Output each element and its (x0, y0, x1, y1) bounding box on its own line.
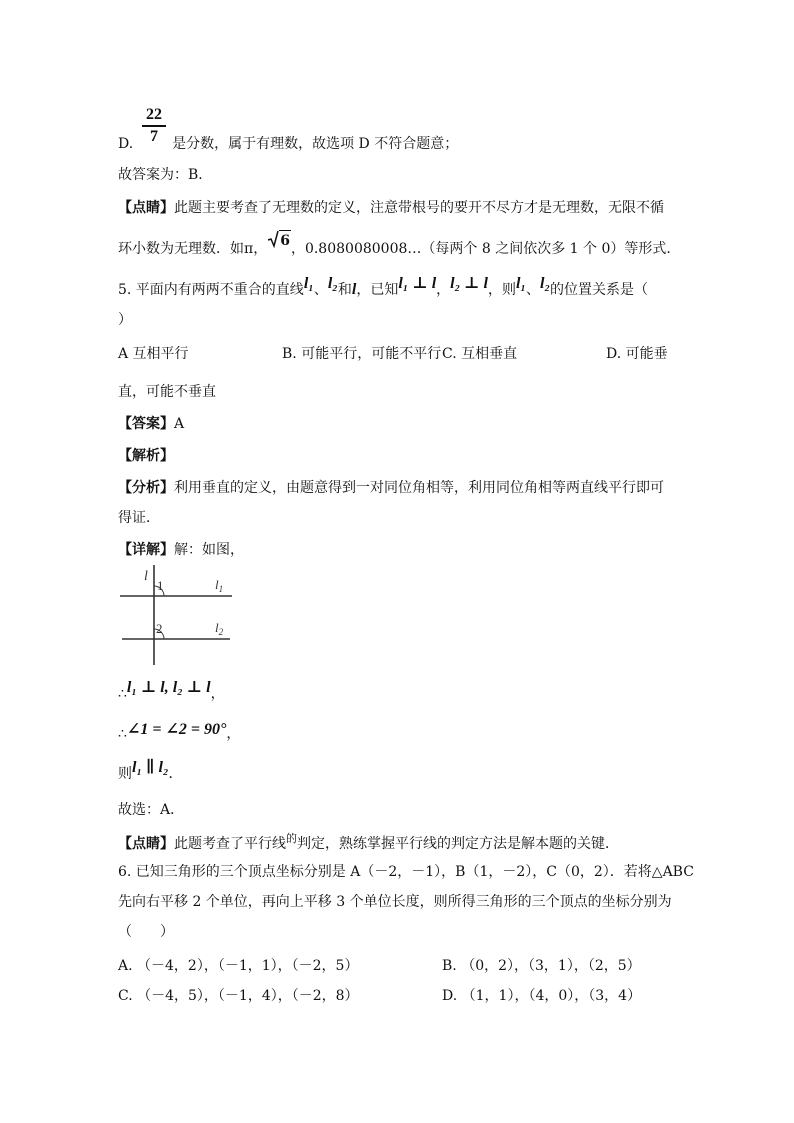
therefore-symbol: ∴ (118, 686, 127, 702)
q5-option-a: A 互相平行 (118, 346, 189, 362)
q5-stem-part-1: 5. 平面内有两两不重合的直线 (118, 282, 304, 298)
q5-option-b: B. 可能平行，可能不平行 (282, 346, 442, 362)
q5-tip (118, 834, 619, 855)
q5-option-d-continued: 直，可能不垂直 (118, 384, 216, 400)
previous-answer: 故答案为：B． (118, 167, 213, 183)
q5-relation-1: l₁ ⊥ l (398, 275, 437, 292)
label-l2-main: l (215, 620, 219, 635)
q5-xiangjie (118, 540, 244, 560)
fraction-bar (142, 125, 166, 127)
q5-sep-3: 、 (526, 282, 541, 298)
q5-fenxi-head: 【分析】 (118, 480, 174, 496)
tip-1-text-2b: ，0.8080080008…（每两个 8 之间依次多 1 个 0）等形式． (290, 241, 681, 257)
q5-step-3-math: l₁ ∥ l₂ (132, 759, 169, 776)
q5-tip-de: 的 (286, 832, 297, 845)
q5-step-2 (118, 721, 241, 744)
sqrt-6 (267, 230, 291, 251)
q5-relation-2: l₂ ⊥ l (450, 275, 488, 292)
label-l1 (215, 577, 223, 594)
q5-l1-ref: l₁ (515, 275, 527, 292)
q5-l2: l₂ (327, 275, 338, 292)
q5-step-3-pre: 则 (118, 766, 132, 782)
q5-l2-ref: l₂ (540, 275, 551, 292)
q5-fenxi-text-1: 利用垂直的定义，由题意得到一对同位角相等，利用同位角相等两直线平行即可 (174, 480, 664, 496)
q6-option-c: C. （－4，5），（－1，4），（－2，8） (118, 988, 359, 1004)
label-angle-2: 2 (156, 621, 163, 636)
q5-xiangjie-head: 【详解】 (118, 542, 174, 558)
label-l: l (144, 569, 148, 584)
option-d-line (118, 134, 458, 154)
q6-option-b: B. （0，2），（3，1），（2，5） (442, 958, 641, 974)
q6-stem-line-1: 6. 已知三角形的三个顶点坐标分别是 A（－2，－1），B（1，－2），C（0，2）．若将△ABC (118, 864, 694, 880)
option-d-text: 是分数，属于有理数，故选项 D 不符合题意； (172, 136, 459, 152)
q5-l: l (351, 281, 357, 298)
q5-answer (118, 414, 184, 434)
therefore-symbol-2: ∴ (118, 726, 127, 742)
q6-option-d: D. （1，1），（4，0），（3，4） (442, 988, 642, 1004)
q5-stem-close: ） (118, 312, 132, 328)
q5-option-d: D. 可能垂 (606, 346, 668, 362)
q5-step-2-end: ， (226, 726, 241, 742)
radical-icon (267, 230, 279, 248)
q6-option-a: A. （－4，2），（－1，1），（－2，5） (118, 958, 359, 974)
tip-1-line-2 (118, 233, 681, 259)
fraction-numerator: 22 (146, 106, 162, 123)
tip-1-text-2a: 环小数为无理数．如π， (118, 241, 268, 257)
label-l2-sub: 2 (218, 627, 224, 637)
label-angle-1: 1 (157, 578, 164, 593)
q6-stem-line-3: （ ） (118, 924, 174, 940)
q5-option-c: C. 互相垂直 (442, 346, 518, 362)
q5-step-1-math: l₁ ⊥ l, l₂ ⊥ l (126, 679, 211, 696)
q5-l1: l₁ (303, 275, 314, 292)
q5-sep-1: 、 (313, 282, 328, 298)
q5-analysis-head: 【解析】 (118, 448, 174, 464)
q5-step-2-math: ∠1 = ∠2 = 90° (126, 721, 227, 738)
label-l2 (215, 620, 224, 637)
sqrt-radicand: 6 (279, 230, 291, 251)
q5-answer-head: 【答案】 (118, 416, 174, 432)
q5-choose: 故选：A． (118, 802, 185, 818)
option-d-label: D. (118, 136, 134, 152)
q5-step-1-end: ， (210, 686, 225, 702)
q5-tip-text-1: 此题考查了平行线 (174, 836, 286, 852)
fraction-denominator: 7 (150, 127, 158, 145)
parallel-lines-figure (116, 565, 236, 667)
label-l1-main: l (215, 577, 219, 592)
q5-fenxi-line-1 (118, 478, 664, 498)
tip-1-line-1 (118, 198, 664, 218)
q5-step-3 (118, 759, 183, 784)
q5-stem-part-4: 的位置关系是（ (550, 282, 649, 298)
q5-tip-head: 【点睛】 (118, 836, 174, 852)
q5-stem-line-1 (118, 275, 649, 300)
q6-stem-line-2: 先向右平移 2 个单位，再向上平移 3 个单位长度，则所得三角形的三个顶点的坐标分别为 (118, 894, 672, 910)
q5-stem-part-2: ，已知 (356, 282, 399, 298)
q5-step-1 (118, 679, 225, 704)
q5-sep-2: ， (436, 282, 451, 298)
label-l1-sub: 1 (218, 584, 224, 594)
q5-xiangjie-text: 解：如图， (174, 542, 244, 558)
q5-stem-part-3: ，则 (487, 282, 516, 298)
q5-fenxi-line-2: 得证． (118, 510, 160, 526)
q5-tip-text-2: 判定，熟练掌握平行线的判定方法是解本题的关键． (297, 836, 619, 852)
q5-answer-text: A (174, 416, 185, 432)
tip-1-head: 【点睛】 (118, 200, 174, 216)
q5-step-3-end: ． (168, 766, 183, 782)
q5-and: 和 (337, 282, 352, 298)
tip-1-text-1: 此题主要考查了无理数的定义，注意带根号的要开不尽方才是无理数，无限不循 (174, 200, 664, 216)
